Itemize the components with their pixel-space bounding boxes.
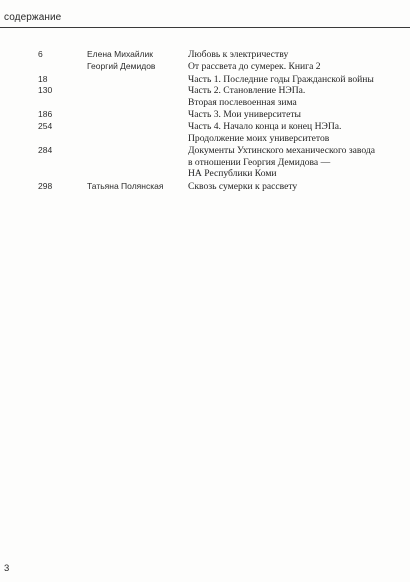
toc-page-number: 18 (38, 74, 48, 84)
toc-row (0, 97, 410, 109)
toc-author: Елена Михайлик (87, 49, 154, 59)
toc-page-number: 254 (38, 121, 53, 131)
toc-page-number: 130 (38, 85, 53, 95)
toc-row (0, 168, 410, 180)
toc-row (0, 109, 410, 121)
page-number: 3 (4, 563, 10, 574)
toc-title: Любовь к электричеству (188, 49, 289, 60)
toc-title: Часть 3. Мои университеты (188, 109, 302, 120)
toc-title: НА Республики Коми (188, 168, 277, 179)
toc-row (0, 85, 410, 97)
toc-row (0, 49, 410, 61)
toc-page-number: 186 (38, 109, 53, 119)
toc-page-number: 6 (38, 49, 43, 59)
toc-author: Георгий Демидов (87, 61, 156, 71)
toc-row (0, 133, 410, 145)
toc-page-number: 298 (38, 181, 53, 191)
toc-title: Документы Ухтинского механического завода (188, 145, 376, 156)
toc-title: Часть 4. Начало конца и конец НЭПа. (188, 121, 342, 132)
header-divider (0, 27, 410, 28)
toc-title: Сквозь сумерки к рассвету (188, 181, 298, 192)
toc-title: Часть 1. Последние годы Гражданской войны (188, 74, 374, 85)
toc-title: От рассвета до сумерек. Книга 2 (188, 61, 321, 72)
toc-title: Продолжение моих университетов (188, 133, 330, 144)
toc-row (0, 181, 410, 193)
toc-row (0, 121, 410, 133)
toc-row (0, 61, 410, 73)
toc-author: Татьяна Полянская (87, 181, 164, 191)
toc-title: в отношении Георгия Демидова — (188, 157, 331, 168)
toc-page-number: 284 (38, 145, 53, 155)
section-title: содержание (4, 12, 62, 23)
toc-row (0, 145, 410, 157)
toc-title: Часть 2. Становление НЭПа. (188, 85, 306, 96)
toc-title: Вторая послевоенная зима (188, 97, 297, 108)
